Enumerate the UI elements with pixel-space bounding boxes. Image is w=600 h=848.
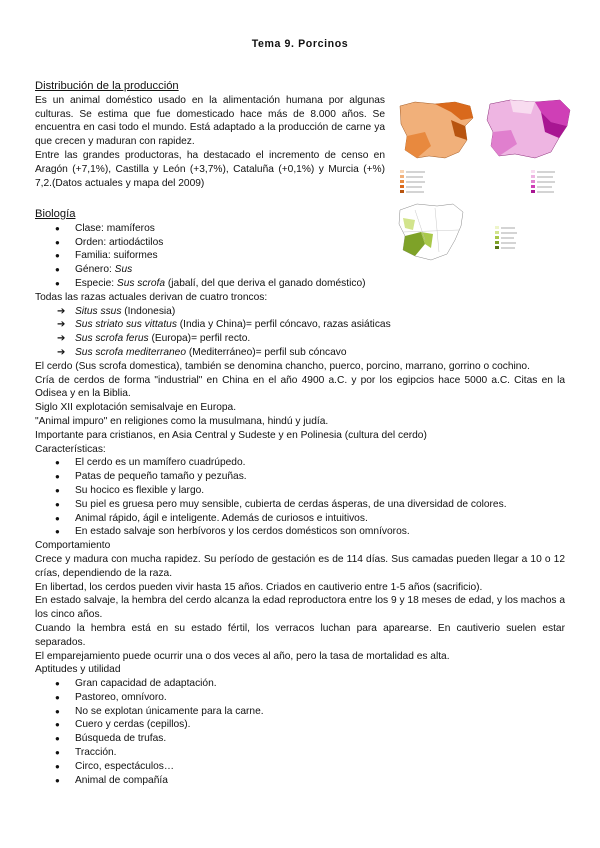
bullet-icon: ●	[55, 679, 60, 689]
arrow-icon: ➔	[57, 319, 66, 331]
section-heading-biologia: Biología	[35, 208, 76, 220]
bullet-icon: ●	[55, 748, 60, 758]
legend-swatch	[531, 190, 535, 193]
bullet-icon: ●	[55, 251, 60, 261]
bullet-icon: ●	[55, 499, 60, 509]
paragraph: Entre las grandes productoras, ha destacado el incremento de censo en Aragón (+7,1%), Castilla y León (+3,7%), Cataluña (+0,1%) y Murcia (+%) 7,2.(Datos actuales y mapa del 2009)	[35, 149, 385, 189]
list-item: ● Familia: suiformes	[55, 250, 158, 262]
section-heading-aptitudes: Aptitudes y utilidad	[35, 664, 121, 676]
map-magenta	[487, 100, 570, 193]
map-orange	[400, 102, 473, 193]
bullet-icon: ●	[55, 706, 60, 716]
bullet-icon: ●	[55, 761, 60, 771]
legend-swatch	[400, 175, 404, 178]
section-biologia	[35, 208, 565, 787]
bullet-icon: ●	[55, 265, 60, 275]
bullet-icon: ●	[55, 278, 60, 288]
legend-swatch	[531, 170, 535, 173]
list-item: ● Especie: Sus scrofa (jabalí, del que deriva el ganado doméstico)	[55, 277, 366, 289]
list-item: ● El cerdo es un mamífero cuadrúpedo.	[55, 457, 246, 469]
list-item: ● Su hocico es flexible y largo.	[55, 484, 205, 496]
list-item: ➔ Sus striato sus vittatus (India y China)= perfil cóncavo, razas asiáticas	[57, 319, 391, 331]
paragraph: Cría de cerdos de forma "industrial" en China en el año 4900 a.C. y por los egipcios hace 5000 a.C. Citas en la Odisea y en la Biblia.	[35, 374, 565, 400]
paragraph: Todas las razas actuales derivan de cuatro troncos:	[35, 291, 268, 303]
paragraph: El cerdo (Sus scrofa domestica), también se denomina chancho, puerco, porcino, marrano, gorrino o cochino.	[35, 360, 530, 372]
list-item: ● Cuero y cerdas (cepillos).	[55, 719, 191, 731]
bullet-icon: ●	[55, 513, 60, 523]
paragraph: Crece y madura con mucha rapidez. Su período de gestación es de 114 días. Sus camadas pueden llegar a 10 o 12 crías, dependiendo de la raza.	[35, 553, 565, 579]
section-heading-distribucion: Distribución de la producción	[35, 80, 179, 92]
paragraph: El emparejamiento puede ocurrir una o dos veces al año, pero la tasa de mortalidad es alta.	[35, 650, 450, 662]
arrow-icon: ➔	[57, 346, 66, 358]
section-distribucion	[35, 80, 385, 190]
bullet-icon: ●	[55, 527, 60, 537]
list-item: ➔ Situs ssus (Indonesia)	[57, 305, 176, 317]
bullet-icon: ●	[55, 692, 60, 702]
bullet-icon: ●	[55, 472, 60, 482]
legend-swatch	[531, 175, 535, 178]
list-item: ● Tracción.	[55, 747, 117, 759]
page-title: Tema 9. Porcinos	[251, 38, 349, 50]
bullet-icon: ●	[55, 734, 60, 744]
paragraph: "Animal impuro" en religiones como la musulmana, hindú y judía.	[35, 415, 329, 427]
list-item: ● Orden: artiodáctilos	[55, 236, 164, 248]
legend-swatch	[400, 180, 404, 183]
legend-swatch	[531, 180, 535, 183]
bullet-icon: ●	[55, 720, 60, 730]
paragraph: Siglo XII explotación semisalvaje en Europa.	[35, 402, 237, 414]
list-item: ● Clase: mamíferos	[55, 222, 155, 234]
paragraph: Importante para cristianos, en Asia Central y Sudeste y en Polinesia (cultura del cerdo)	[35, 429, 427, 441]
list-item: ● Búsqueda de trufas.	[55, 733, 167, 745]
list-item: ● No se explotan únicamente para la carne.	[55, 705, 264, 717]
section-heading-comportamiento: Comportamiento	[35, 540, 111, 552]
list-item: ● Su piel es gruesa pero muy sensible, cubierta de cerdas ásperas, de una diversidad de colores.	[55, 498, 507, 510]
bullet-icon: ●	[55, 775, 60, 785]
list-item: ● Gran capacidad de adaptación.	[55, 678, 217, 690]
paragraph: En libertad, los cerdos pueden vivir hasta 15 años. Criados en cautiverio entre 1-5 años (sacrificio).	[35, 581, 483, 593]
list-item: ● Animal rápido, ágil e inteligente. Además de curiosos e intuitivos.	[55, 512, 368, 524]
bullet-icon: ●	[55, 485, 60, 495]
list-item: ● Circo, espectáculos…	[55, 760, 175, 772]
paragraph: Es un animal doméstico usado en la alimentación humana por algunas culturas. Se estima que fue domesticado hace más de 8.000 años. Se encuentra en casi todo el mundo. Está adaptado a la producción de carne ya que crecen y maduran con rapidez.	[35, 94, 385, 148]
arrow-icon: ➔	[57, 305, 66, 317]
list-item: ● Animal de compañía	[55, 774, 168, 786]
legend-swatch	[400, 185, 404, 188]
list-item: ➔ Sus scrofa ferus (Europa)= perfil recto.	[57, 333, 251, 345]
list-item: ● En estado salvaje son herbívoros y los cerdos domésticos son omnívoros.	[55, 526, 410, 538]
paragraph: En estado salvaje, la hembra del cerdo alcanza la edad reproductora entre los 9 y 18 meses de edad, y los machos a los cinco años.	[35, 595, 565, 621]
bullet-icon: ●	[55, 223, 60, 233]
legend-swatch	[531, 185, 535, 188]
legend-swatch	[400, 190, 404, 193]
list-item: ● Pastoreo, omnívoro.	[55, 691, 167, 703]
list-item: ● Género: Sus	[55, 264, 133, 276]
bullet-icon: ●	[55, 237, 60, 247]
list-item: ➔ Sus scrofa mediterraneo (Mediterráneo)= perfil sub cóncavo	[57, 346, 347, 358]
legend-swatch	[400, 170, 404, 173]
map-region	[510, 100, 535, 114]
bullet-icon: ●	[55, 458, 60, 468]
arrow-icon: ➔	[57, 333, 66, 345]
paragraph: Cuando la hembra está en su estado fértil, los verracos luchan para aparearse. En cautiverio suelen estar separados.	[35, 622, 565, 648]
list-item: ● Patas de pequeño tamaño y pezuñas.	[55, 471, 247, 483]
section-heading-caracteristicas: Características:	[35, 443, 106, 455]
